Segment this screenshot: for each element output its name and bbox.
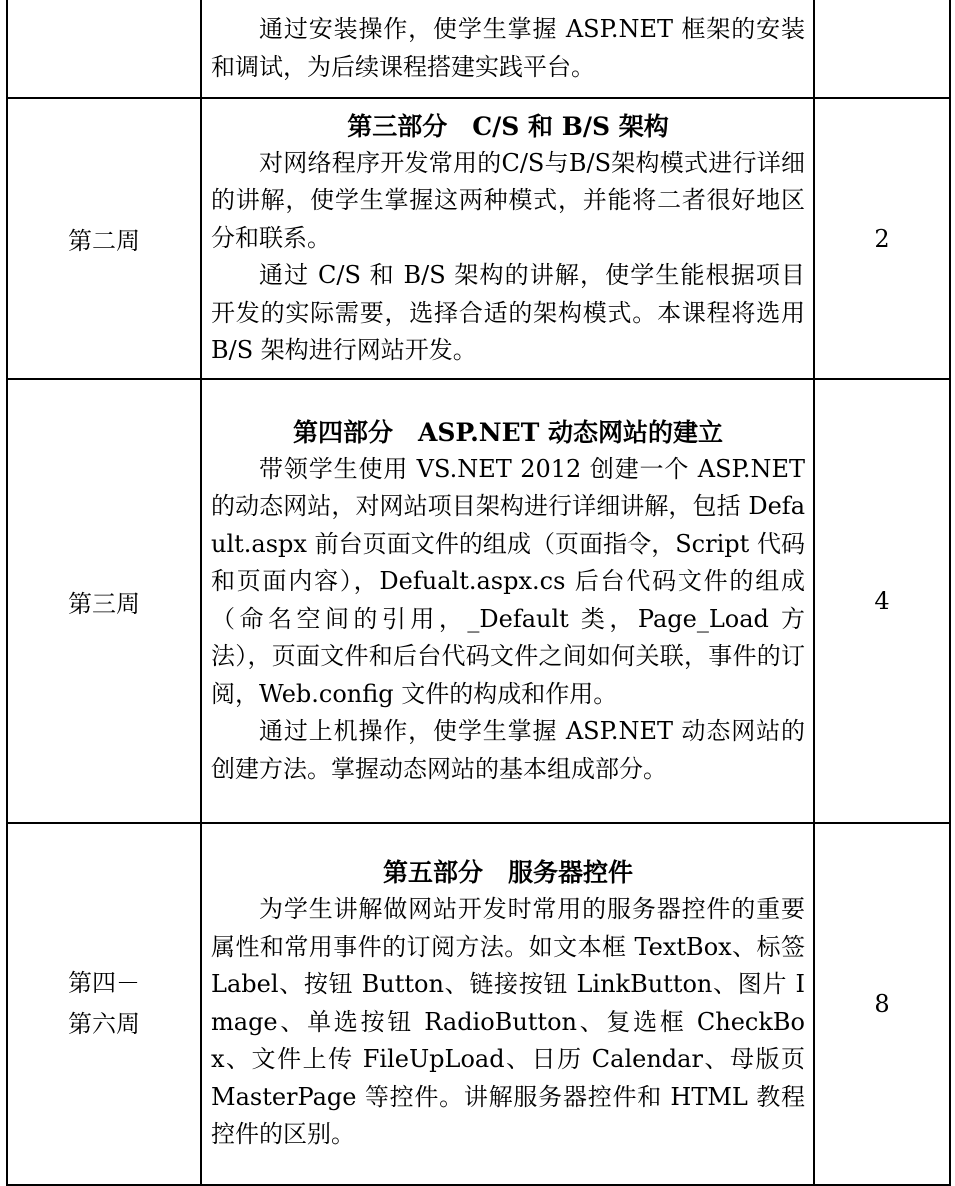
content-cell (201, 379, 814, 823)
content-cell (201, 0, 814, 98)
hours-cell (814, 0, 950, 98)
course-schedule-table (6, 0, 951, 1186)
week-label-line: 第六周 (68, 1010, 140, 1038)
hours-cell: 4 (814, 379, 950, 823)
table-row (7, 823, 950, 1185)
table-row (7, 379, 950, 823)
week-label-line: 第四－ (68, 969, 140, 997)
content-paragraph: 对网络程序开发常用的C/S与B/S架构模式进行详细的讲解，使学生掌握这两种模式，并能将二者很好地区分和联系。 (211, 148, 805, 252)
week-cell (7, 0, 201, 98)
section-title: 第三部分 C/S 和 B/S 架构 (347, 111, 669, 141)
section-title: 第五部分 服务器控件 (382, 858, 633, 888)
week-cell: 第三周 (7, 379, 201, 823)
table-row (7, 98, 950, 379)
hours-cell: 2 (814, 98, 950, 379)
section-title: 第四部分 ASP.NET 动态网站的建立 (292, 417, 724, 447)
table-row (7, 0, 950, 98)
content-cell (201, 823, 814, 1185)
week-cell (7, 823, 201, 1185)
content-paragraph: 通过 C/S 和 B/S 架构的讲解，使学生能根据项目开发的实际需要，选择合适的架构模式。本课程将选用 B/S 架构进行网站开发。 (211, 261, 805, 364)
content-paragraph: 带领学生使用 VS.NET 2012 创建一个 ASP.NET 的动态网站，对网站项目架构进行详细讲解，包括 Default.aspx 前台页面文件的组成（页面指令，Script 代码和页面内容），Defualt.aspx.cs 后台代码文件的组成（命名空间的引用，_Default 类，Page_Load 方法），页面文件和后台代码文件之间如何关联，事件的订阅，Web.config 文件的构成和作用。 (211, 454, 805, 708)
hours-cell: 8 (814, 823, 950, 1185)
week-cell: 第二周 (7, 98, 201, 379)
content-cell (201, 98, 814, 379)
content-paragraph: 为学生讲解做网站开发时常用的服务器控件的重要属性和常用事件的订阅方法。如文本框 TextBox、标签 Label、按钮 Button、链接按钮 LinkButton、图片 Image、单选按钮 RadioButton、复选框 CheckBox、文件上传 FileUpLoad、日历 Calendar、母版页 MasterPage 等控件。讲解服务器控件和 HTML 教程控件的区别。 (211, 895, 805, 1149)
content-paragraph: 通过上机操作，使学生掌握 ASP.NET 动态网站的创建方法。掌握动态网站的基本组成部分。 (211, 717, 805, 783)
content-paragraph: 通过安装操作，使学生掌握 ASP.NET 框架的安装和调试，为后续课程搭建实践平台。 (211, 15, 805, 81)
